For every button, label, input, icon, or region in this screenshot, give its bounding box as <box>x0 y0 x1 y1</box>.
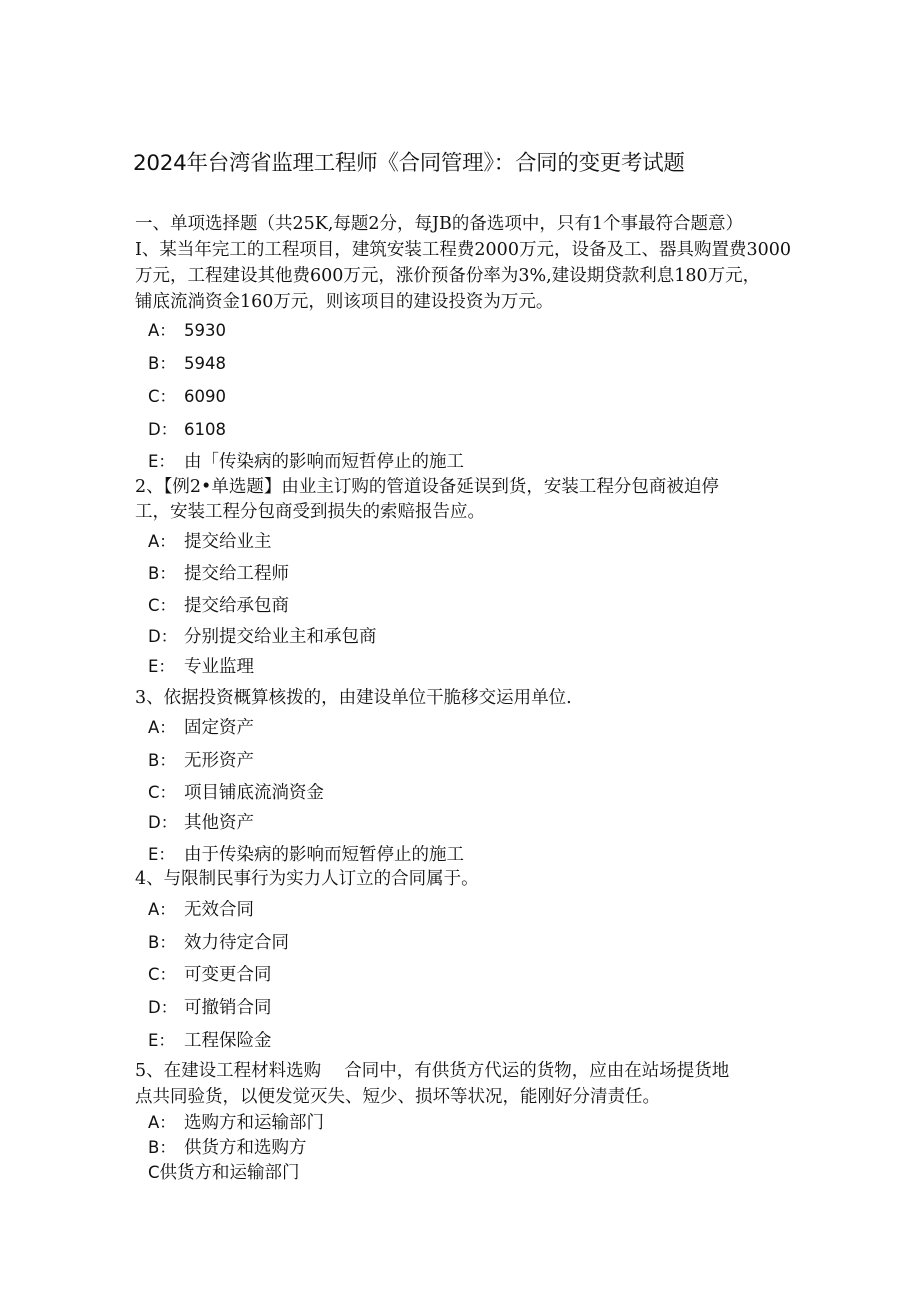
question-2-line-1: 2、【例2•单选题】由业主订购的管道设备延误到货，安装工程分包商被迫停 <box>135 477 719 497</box>
option-text: 提交给承包商 <box>184 596 289 616</box>
option-text: 6090 <box>184 387 226 406</box>
option-text: 无效合同 <box>184 900 254 920</box>
option-text: 选购方和运输部门 <box>184 1113 324 1133</box>
option-text: 可变更合同 <box>184 965 272 985</box>
option-key: C： <box>148 965 177 984</box>
question-4-option-a <box>148 897 788 923</box>
option-key: B： <box>148 564 176 583</box>
option-key: C <box>148 1163 160 1182</box>
option-text: 可撤销合同 <box>184 998 272 1018</box>
question-1-line-1: I、某当年完工的工程项目，建筑安装工程费2000万元，设备及工、器具购置费3000 <box>135 240 791 260</box>
question-3-option-c <box>148 780 788 806</box>
option-text: 固定资产 <box>184 718 254 738</box>
option-key: B： <box>148 1138 176 1157</box>
option-text: 项目铺底流淌资金 <box>184 783 324 803</box>
question-3-option-a <box>148 715 788 741</box>
question-4-option-b <box>148 930 788 956</box>
question-1-option-d <box>148 417 788 443</box>
option-key: A： <box>148 321 176 340</box>
option-key: A： <box>148 1113 176 1132</box>
question-1-option-b <box>148 351 788 377</box>
option-text: 提交给工程师 <box>184 564 289 584</box>
option-key: C： <box>148 783 177 802</box>
question-2-option-a <box>148 529 788 555</box>
option-text: 专业监理 <box>184 657 254 677</box>
option-key: C： <box>148 387 177 406</box>
question-2-option-b <box>148 561 788 587</box>
question-4-line-1: 4、与限制民事行为实力人订立的合同属于。 <box>135 869 479 889</box>
option-key: E： <box>148 845 175 864</box>
option-key: A： <box>148 900 176 919</box>
option-key: B： <box>148 933 176 952</box>
question-3-option-d <box>148 810 788 836</box>
question-2-line-2: 工，安装工程分包商受到损失的索赔报告应。 <box>135 502 485 522</box>
option-key: B： <box>148 751 176 770</box>
option-text: 分别提交给业主和承包商 <box>184 627 377 647</box>
option-text: 6108 <box>184 420 226 439</box>
question-2-option-e <box>148 654 788 680</box>
option-key: E： <box>148 1031 175 1050</box>
option-key: D： <box>148 627 178 646</box>
option-key: C： <box>148 596 177 615</box>
question-5-line-1: 5、在建设工程材料选购 合同中，有供货方代运的货物，应由在站场提货地 <box>135 1061 730 1081</box>
option-text: 供货方和运输部门 <box>159 1163 300 1183</box>
question-3-option-b <box>148 748 788 774</box>
option-key: D： <box>148 420 178 439</box>
question-4-option-e <box>148 1028 788 1054</box>
option-text: 供货方和选购方 <box>184 1138 307 1158</box>
question-1-line-2: 万元，工程建设其他费600万元，涨价预备份率为3%,建设期贷款利息180万元， <box>135 266 761 286</box>
section-header: 一、单项选择题（共25K,每题2分，每JB的备选项中，只有1个事最符合题意） <box>135 214 744 234</box>
question-4-option-c <box>148 962 788 988</box>
option-key: E： <box>148 657 175 676</box>
option-key: A： <box>148 718 176 737</box>
option-key: E： <box>148 452 175 471</box>
question-3-option-e <box>148 842 788 868</box>
option-key: D： <box>148 998 178 1017</box>
question-3-line-1: 3、依据投资概算核拨的，由建设单位干脆移交运用单位. <box>135 688 572 708</box>
option-key: B： <box>148 354 176 373</box>
question-1-option-c <box>148 384 788 410</box>
option-text: 由于传染病的影响而短暂停止的施工 <box>184 845 464 865</box>
question-5-option-b <box>148 1135 788 1161</box>
option-text: 无形资产 <box>184 751 254 771</box>
document-title: 2024年台湾省监理工程师《合同管理》：合同的变更考试题 <box>133 151 685 176</box>
option-text: 5930 <box>184 321 226 340</box>
question-1-line-3: 铺底流淌资金160万元，则该项目的建设投资为万元。 <box>135 292 554 312</box>
question-5-option-a <box>148 1110 788 1136</box>
option-text: 5948 <box>184 354 226 373</box>
option-text: 效力待定合同 <box>184 933 289 953</box>
option-text: 工程保险金 <box>184 1031 272 1051</box>
question-2-option-d <box>148 624 788 650</box>
question-5-line-2: 点共同验货，以便发觉灭失、短少、损坏等状况，能刚好分清责任。 <box>135 1087 660 1107</box>
option-text: 其他资产 <box>184 813 254 833</box>
option-key: D： <box>148 813 178 832</box>
question-1-option-e <box>148 449 788 475</box>
option-key: A： <box>148 532 176 551</box>
option-text: 提交给业主 <box>184 532 272 552</box>
question-1-option-a <box>148 318 788 344</box>
option-text: 由「传染病的影响而短哲停止的施工 <box>184 452 464 472</box>
question-5-option-c <box>148 1160 788 1186</box>
question-2-option-c <box>148 593 788 619</box>
question-4-option-d <box>148 995 788 1021</box>
